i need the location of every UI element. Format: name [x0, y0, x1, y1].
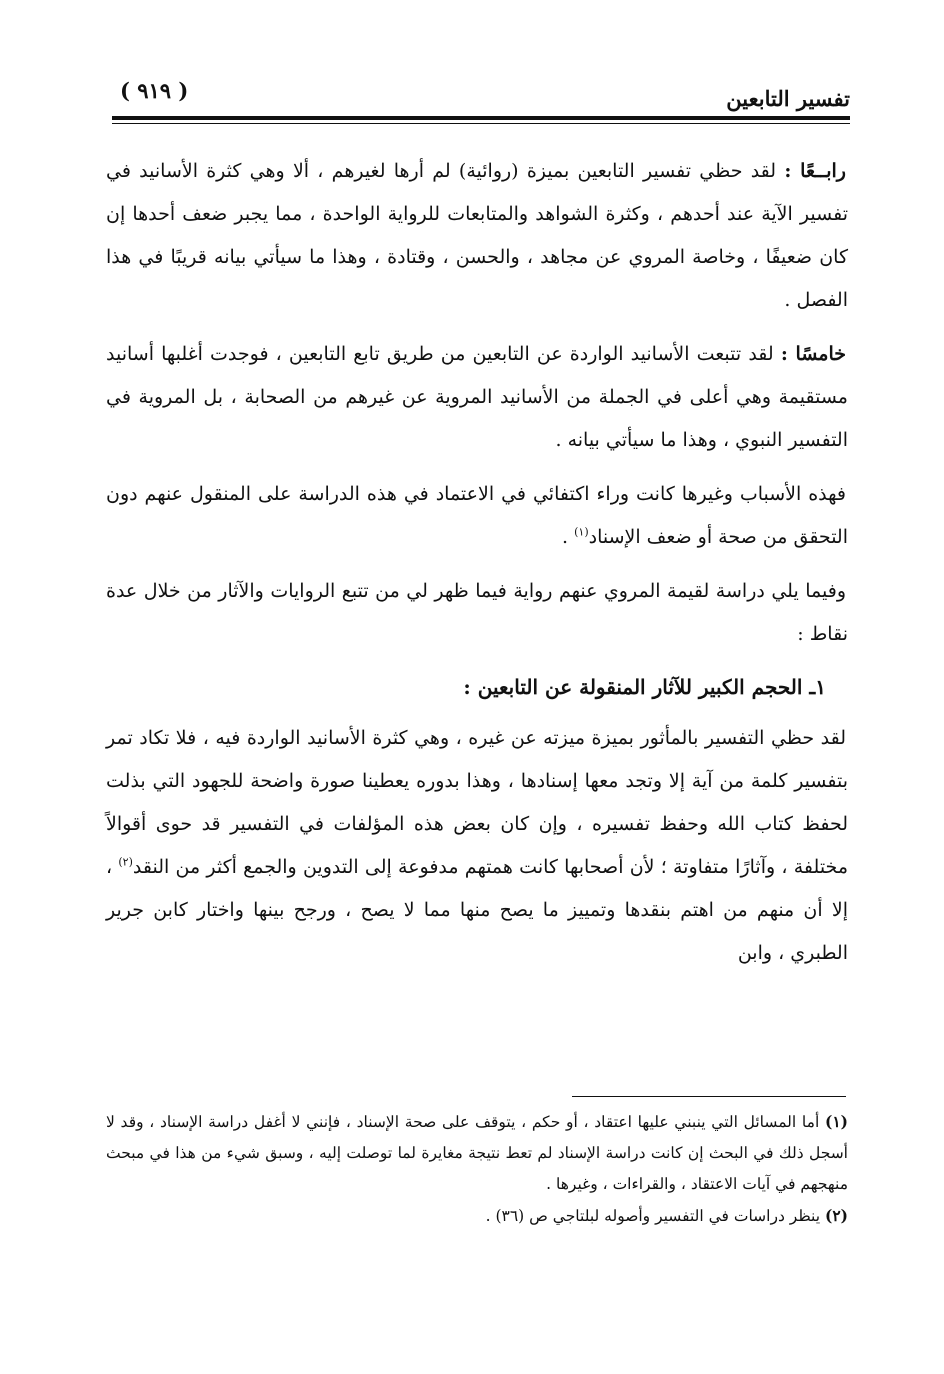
header-rule-thin	[112, 123, 850, 124]
footnote-text: أما المسائل التي ينبني عليها اعتقاد ، أو حكم ، يتوقف على صحة الإسناد ، فإنني لا أغفل دراسة الإسناد ، وقد لا أسجل ذلك في البحث إن كانت دراسة الإسناد لم تعط نتيجة مغايرة لما توصلت إليه ، وسبق شيء من هذا في مبحث منهجهم في آيات الاعتقاد ، والقراءات ، وغيرها .	[106, 1113, 848, 1193]
footnote-number: (١)	[824, 1112, 848, 1131]
header-rule	[112, 116, 850, 120]
paragraph-text: وفيما يلي دراسة لقيمة المروي عنهم رواية فيما ظهر لي من تتبع الروايات والآثار من خلال عدة نقاط :	[106, 580, 848, 645]
paragraph-volume	[106, 717, 848, 975]
paragraph-reasons	[106, 473, 848, 559]
paragraph-fifth	[106, 333, 848, 462]
footnotes	[106, 1106, 848, 1232]
paragraph-text: لقد حظي التفسير بالمأثور بميزة ميزته عن غيره ، وهي كثرة الأسانيد الواردة فيه ، فلا تكاد تمر بتفسير كلمة من آية إلا وتجد معها إسنادها ، وهذا بدوره يعطينا صورة واضحة للجهود التي بذلت لحفظ كتاب الله وحفظ تفسيره ، وإن كان بعض هذه المؤلفات في التفسير قد حوى أقوالاً مختلفة ، وآثارًا متفاوتة ؛ لأن أصحابها كانت همتهم مدفوعة إلى التدوين والجمع أكثر من النقد	[106, 727, 848, 878]
paragraph-intro-points	[106, 570, 848, 656]
footnote-ref-2[interactable]: (٢)	[118, 855, 133, 869]
paragraph-text: لقد تتبعت الأسانيد الواردة عن التابعين من طريق تابع التابعين ، فوجدت أغلبها أسانيد مستقيمة وهي أعلى في الجملة من الأسانيد المروية عن غيرهم من الصحابة ، بل المروية في التفسير النبوي ، وهذا ما سيأتي بيانه .	[106, 343, 848, 451]
paragraph-text-cont: ، إلا أن منهم من اهتم بنقدها وتمييز ما يصح منها مما لا يصح ، ورجح بينها واختار كابن جرير الطبري ، وابن	[106, 856, 848, 964]
paragraph-lead: رابــعًا :	[784, 160, 846, 182]
footnote-number: (٢)	[824, 1206, 848, 1225]
paragraph-text: لقد حظي تفسير التابعين بميزة (روائية) لم أرها لغيرهم ، ألا وهي كثرة الأسانيد في تفسير الآية عند أحدهم ، وكثرة الشواهد والمتابعات للرواية الواحدة ، مما يجبر ضعف أحدها إن كان ضعيفًا ، وخاصة المروي عن مجاهد ، والحسن ، وقتادة ، وهذا ما سيأتي بيانه قريبًا في هذا الفصل .	[106, 160, 848, 311]
page-number: ( ٩١٩ )	[120, 78, 189, 103]
section-heading: ١ـ الحجم الكبير للآثار المنقولة عن التابعين :	[463, 675, 826, 699]
footnote-1	[106, 1106, 848, 1200]
paragraph-fourth	[106, 150, 848, 322]
paragraph-text: فهذه الأسباب وغيرها كانت وراء اكتفائي في الاعتماد في هذه الدراسة على المنقول عنهم دون التحقق من صحة أو ضعف الإسناد	[106, 483, 848, 548]
running-title: تفسير التابعين	[726, 86, 850, 111]
footnote-ref-1[interactable]: (١)	[574, 525, 589, 539]
footnote-text: ينظر دراسات في التفسير وأصوله لبلتاجي ص (٣٦) .	[485, 1207, 825, 1225]
footnote-separator	[572, 1096, 846, 1097]
main-text	[106, 150, 848, 986]
paragraph-lead: خامسًا :	[780, 343, 846, 365]
footnote-2	[106, 1200, 848, 1232]
paragraph-end: .	[562, 526, 575, 548]
page-header	[112, 70, 850, 114]
